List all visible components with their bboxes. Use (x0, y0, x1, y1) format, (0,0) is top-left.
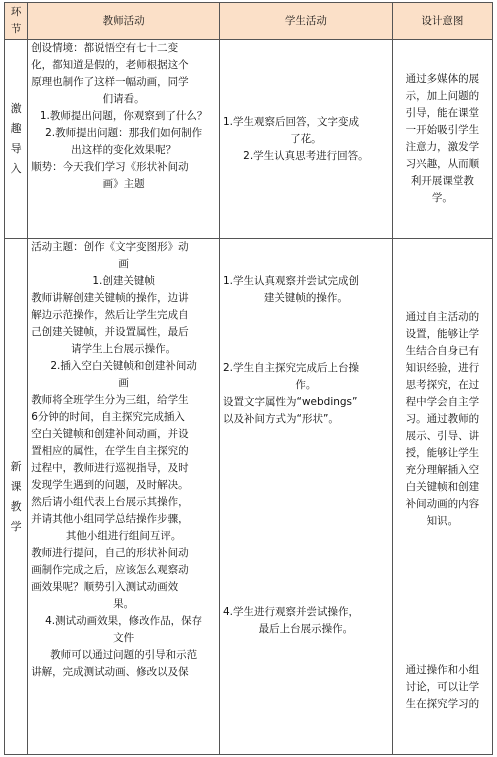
text-line: 2.插入空白关键帧和创建补间动 (50, 360, 197, 372)
segment-char: 趣 (10, 122, 22, 135)
text-line: 4.学生进行观察并尝试操作， (223, 606, 360, 618)
text-line: 讨论，可以让学 (405, 681, 480, 693)
text-line: 发现学生遇到的问题，及时解决。 (31, 479, 189, 491)
segment-char: 新 (10, 459, 22, 473)
text-line: 建关键帧的操作。 (263, 292, 348, 304)
segment-char: 课 (10, 479, 22, 493)
teacher-activity-intro (28, 40, 220, 239)
text-line: 画》主题 (102, 178, 145, 190)
text-line: 活动主题：创作《文字变图形》动 (31, 241, 189, 253)
text-line: 1.创建关键帧 (92, 275, 155, 287)
text-line: 白关键帧和创建 (405, 481, 480, 493)
text-line: 作。 (295, 379, 317, 391)
text-line: 然后请小组代表上台展示其操作， (31, 496, 189, 508)
text-line: 1.教师提出问题，你观察到了什么？ (39, 110, 208, 122)
header-segment (5, 3, 28, 40)
segment-char: 入 (10, 162, 22, 175)
table-row (5, 40, 493, 239)
text-line: 最后上台展示操作。 (258, 623, 354, 635)
text-line: 1.学生观察后回答，文字变成 (223, 115, 360, 128)
header-student: 学生活动 (220, 3, 393, 40)
text-line: 己创建关键帧，并设置属性，最后 (31, 326, 189, 338)
text-line: 果。 (113, 598, 135, 610)
text-line: 引导，能在课堂 (405, 107, 480, 119)
text-line: 画效果呢？顺势引入测试动画效 (31, 581, 179, 593)
text-line: 空白关键帧和创建补间动画，并设 (31, 428, 189, 440)
text-line: 示，加上问题的 (405, 90, 480, 102)
text-line: 通过自主活动的 (405, 311, 480, 323)
table-row (5, 239, 493, 755)
header-design: 设计意图 (392, 3, 492, 40)
text-line: 4.测试动画效果，修改作品，保存 (45, 615, 203, 627)
text-line: 文件 (113, 632, 135, 644)
text-line: 生结合自身已有 (405, 345, 480, 357)
text-line: 出这样的变化效果呢？ (71, 144, 177, 156)
text-line: 过程中，教师进行巡视指导，及时 (31, 462, 189, 474)
student-activity-intro (220, 40, 393, 239)
text-line: 解边示范操作，然后让学生完成自 (31, 309, 189, 321)
segment-char: 学 (10, 519, 22, 533)
text-line: 以及补间方式为“形状”。 (223, 413, 339, 425)
teacher-activity-new-lesson (28, 239, 220, 755)
table-header-row (5, 3, 493, 40)
text-line: 其他小组进行组间互评。 (65, 530, 182, 542)
text-line: 注意力，激发学 (405, 141, 480, 153)
text-line: 知识。 (426, 515, 459, 527)
text-line: 了花。 (290, 132, 322, 145)
text-line: 设置文字属性为“webdings” (223, 396, 358, 408)
header-segment-text: 环节 (10, 6, 22, 35)
text-line: 请学生上台展示操作。 (71, 343, 177, 355)
text-line: 程中学会自主学 (405, 396, 480, 408)
text-line: 讲解，完成测试动画、修改以及保 (31, 666, 189, 678)
text-line: 充分理解插入空 (405, 464, 480, 476)
text-line: 化，都知道是假的，老师根据这个 (31, 59, 189, 71)
text-line: 设置，能够让学 (405, 328, 480, 340)
text-line: 2.学生自主探究完成后上台操 (223, 362, 360, 374)
segment-char: 激 (10, 102, 22, 115)
text-line: 补间动画的内容 (405, 498, 480, 510)
text-line: 2.教师提出问题：那我们如何制作 (45, 127, 203, 139)
text-line: 知识经验，进行 (405, 362, 480, 374)
text-line: 教师将全班学生分为三组，给学生 (31, 394, 189, 406)
text-line: 原理也制作了这样一幅动画，同学 (31, 76, 189, 88)
text-line: 画 (118, 377, 129, 389)
segment-cell-intro (5, 40, 28, 239)
text-line: 6分钟的时间，自主探究完成插入 (31, 411, 185, 423)
text-line: 画制作完成之后，应该怎么观察动 (31, 564, 189, 576)
segment-char: 导 (10, 142, 22, 155)
text-line: 生在探究学习的 (405, 698, 480, 710)
text-line: 教师讲解创建关键帧的操作，边讲 (31, 292, 189, 304)
text-line: 授，能够让学生 (405, 447, 480, 459)
design-intent-new-lesson (392, 239, 492, 755)
text-line: 教师可以通过问题的引导和示范 (50, 649, 198, 661)
text-line: 利开展课堂教 (410, 175, 474, 187)
text-line: 1.学生认真观察并尝试完成创 (223, 275, 360, 287)
student-activity-new-lesson (220, 239, 393, 755)
text-line: 教师进行提问，自己的形状补间动 (31, 547, 189, 559)
text-line: 2.学生认真思考进行回答。 (243, 149, 369, 162)
text-line: 通过操作和小组 (405, 664, 480, 676)
lesson-plan-table (4, 2, 493, 755)
segment-char: 教 (10, 499, 22, 513)
text-line: 创设情境：都说悟空有七十二变 (31, 42, 179, 54)
text-line: 习。通过教师的 (405, 413, 480, 425)
design-intent-intro (392, 40, 492, 239)
text-line: 画 (118, 258, 129, 270)
text-line: 并请其他小组同学总结操作步骤， (31, 513, 189, 525)
text-line: 展示、引导、讲 (405, 430, 480, 442)
text-line: 置相应的属性，在学生自主探究的 (31, 445, 189, 457)
text-line: 们请看。 (102, 93, 145, 105)
header-teacher: 教师活动 (28, 3, 220, 40)
text-line: 一开始吸引学生 (405, 124, 480, 136)
text-line: 通过多媒体的展 (405, 73, 480, 85)
text-line: 习兴趣，从而顺 (405, 158, 480, 170)
text-line: 学。 (431, 192, 453, 204)
segment-cell-new-lesson (5, 239, 28, 755)
text-line: 思考探究，在过 (405, 379, 480, 391)
text-line: 顺势：今天我们学习《形状补间动 (31, 161, 189, 173)
